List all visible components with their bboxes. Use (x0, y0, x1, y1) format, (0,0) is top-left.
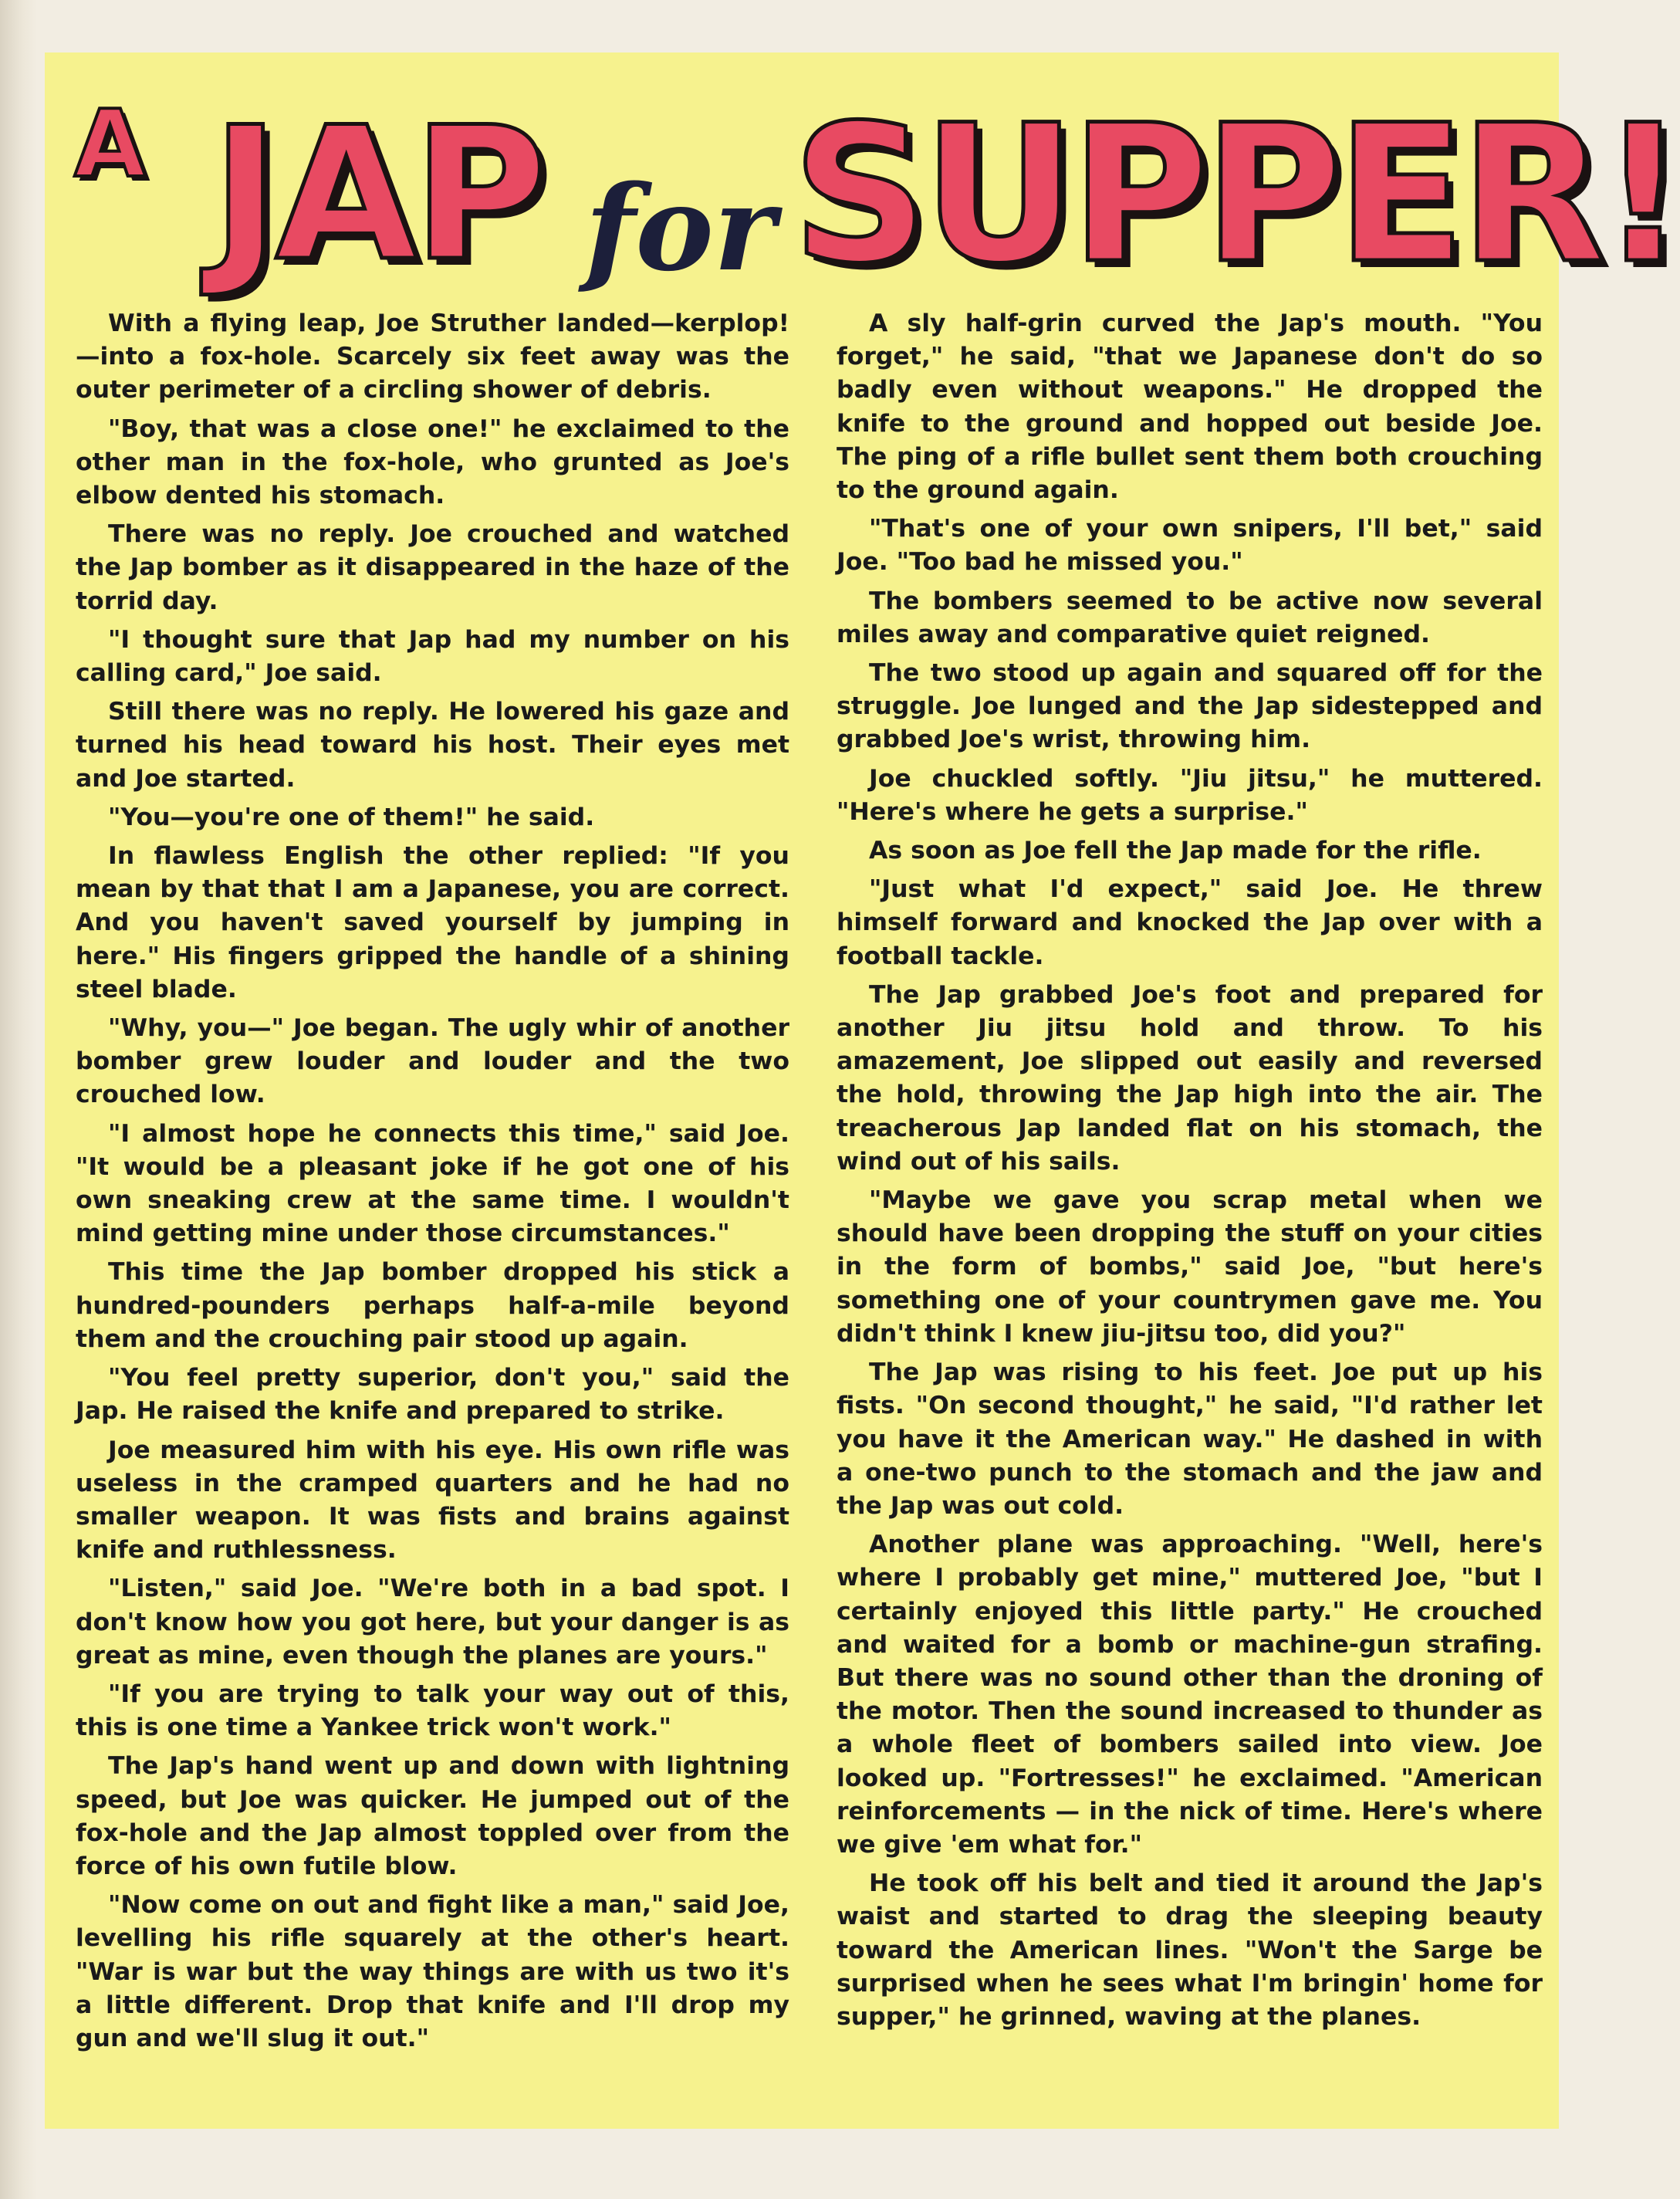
title-word-jap: JAP (211, 88, 543, 302)
paragraph: Another plane was approaching. "Well, here's where I probably get mine," muttered Joe, "but I certainly enjoyed this little party." He crouched and waited for a bomb or machine-gun strafing. But there was no sound other than the droning of the motor. Then the sound increased to thunder as a whole fleet of bombers sailed into view. Joe looked up. "Fortresses!" he exclaimed. "American reinforcements — in the nick of time. Here's where we give 'em what for." (837, 1531, 1543, 1859)
paragraph: "That's one of your own snipers, I'll bet," said Joe. "Too bad he missed you." (837, 515, 1543, 577)
paragraph: "I almost hope he connects this time," said Joe. "It would be a pleasant joke if he got one of his own sneaking crew at the same time. I wouldn't mind getting mine under those circumstances." (76, 1119, 789, 1248)
left-column (76, 307, 789, 2061)
paragraph: "Why, you—" Joe began. The ugly whir of another bomber grew louder and louder and the two crouched low. (76, 1014, 789, 1109)
paragraph: He took off his belt and tied it around the Jap's waist and started to drag the sleeping beauty toward the American lines. "Won't the Sarge be surprised when he sees what I'm bringin' home for supper," he grinned, waving at the planes. (837, 1869, 1543, 2031)
paragraph: Still there was no reply. He lowered his gaze and turned his head toward his host. Their eyes met and Joe started. (76, 698, 789, 793)
paragraph: The Jap's hand went up and down with lightning speed, but Joe was quicker. He jumped out of the fox-hole and the Jap almost toppled over from the force of his own futile blow. (76, 1752, 789, 1880)
paragraph: The bombers seemed to be active now several miles away and comparative quiet reigned. (837, 587, 1543, 648)
paragraph: "Boy, that was a close one!" he exclaimed to the other man in the fox-hole, who grunted as Joe's elbow dented his stomach. (76, 414, 789, 510)
paragraph: The Jap was rising to his feet. Joe put up his fists. "On second thought," he said, "I'd rather let you have it the American way." He dashed in with a one-two punch to the stomach and the jaw and the Jap was out cold. (837, 1358, 1543, 1520)
paragraph: The two stood up again and squared off for the struggle. Joe lunged and the Jap sidestepped and grabbed Joe's wrist, throwing him. (837, 659, 1543, 754)
paragraph: The Jap grabbed Joe's foot and prepared for another Jiu jitsu hold and throw. To his amazement, Joe slipped out easily and reversed the hold, throwing the Jap high into the air. The treacherous Jap landed flat on his stomach, the wind out of his sails. (837, 980, 1543, 1176)
paragraph: "Now come on out and fight like a man," said Joe, levelling his rifle squarely at the other's heart. "War is war but the way things are with us two it's a little different. Drop that knife and I'll drop my gun and we'll slug it out." (76, 1891, 789, 2052)
title-word-a: A (74, 91, 146, 198)
paragraph: "You feel pretty superior, don't you," said the Jap. He raised the knife and prepared to strike. (76, 1364, 789, 1426)
paragraph: This time the Jap bomber dropped his stick a hundred-pounders perhaps half-a-mile beyond them and the crouching pair stood up again. (76, 1258, 789, 1353)
story-panel (45, 52, 1680, 2129)
paragraph: A sly half-grin curved the Jap's mouth. "You forget," he said, "that we Japanese don't do so badly even without weapons." He dropped the knife to the ground and hopped out beside Joe. The ping of a rifle bullet sent them both crouching to the ground again. (837, 310, 1543, 505)
paragraph: "Maybe we gave you scrap metal when we should have been dropping the stuff on your cities in the form of bombs," said Joe, "but here's something one of your countrymen gave me. You didn't think I knew jiu-jitsu too, did you?" (837, 1186, 1543, 1348)
story-title (45, 52, 1680, 306)
title-word-for: for (585, 159, 776, 297)
right-column (837, 307, 1543, 2039)
paragraph: As soon as Joe fell the Jap made for the rifle. (869, 837, 1482, 865)
paragraph: "Just what I'd expect," said Joe. He threw himself forward and knocked the Jap over with a football tackle. (837, 875, 1543, 970)
paragraph: There was no reply. Joe crouched and watched the Jap bomber as it disappeared in the haze of the torrid day. (76, 520, 789, 615)
paragraph: In flawless English the other replied: "If you mean by that that I am a Japanese, you are correct. And you haven't saved yourself by jumping in here." His fingers gripped the handle of a shining steel blade. (76, 842, 789, 1003)
paragraph: Joe measured him with his eye. His own rifle was useless in the cramped quarters and he had no smaller weapon. It was fists and brains against knife and ruthlessness. (76, 1436, 789, 1565)
paragraph: "Listen," said Joe. "We're both in a bad spot. I don't know how you got here, but your danger is as great as mine, even though the planes are yours." (76, 1575, 789, 1670)
paragraph: "If you are trying to talk your way out of this, this is one time a Yankee trick won't work." (76, 1680, 789, 1742)
paragraph: With a flying leap, Joe Struther landed—kerplop!—into a fox-hole. Scarcely six feet away was the outer perimeter of a circling shower of debris. (76, 310, 789, 404)
paragraph: "You—you're one of them!" he said. (108, 803, 595, 831)
page-edge (0, 0, 37, 2199)
title-word-supper: SUPPER! (792, 85, 1680, 306)
paragraph: "I thought sure that Jap had my number on his calling card," Joe said. (76, 625, 789, 688)
paragraph: Joe chuckled softly. "Jiu jitsu," he muttered. "Here's where he gets a surprise." (837, 764, 1543, 826)
